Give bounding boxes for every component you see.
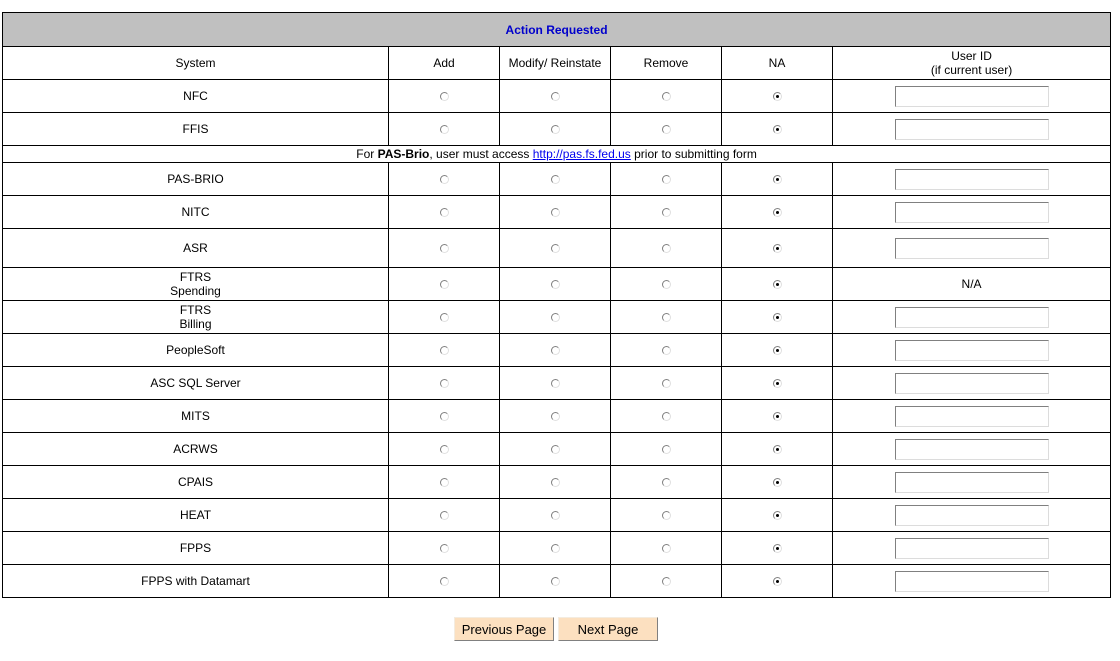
user-id-cell: [833, 565, 1111, 598]
remove-radio[interactable]: [662, 478, 671, 487]
na-radio-cell: [722, 229, 833, 268]
system-row: [3, 196, 1111, 229]
user-id-cell: [833, 229, 1111, 268]
user-id-input[interactable]: [895, 472, 1049, 493]
pas-brio-note-row: [3, 146, 1111, 163]
modify-radio-cell: [500, 163, 611, 196]
user-id-cell: [833, 113, 1111, 146]
na-radio-cell: [722, 400, 833, 433]
remove-radio[interactable]: [662, 125, 671, 134]
add-radio-cell: [389, 80, 500, 113]
na-radio-cell: [722, 367, 833, 400]
na-column-header: NA: [722, 47, 833, 80]
system-name: FTRS Billing: [3, 301, 389, 334]
column-header-row: [3, 47, 1111, 80]
system-name: ACRWS: [3, 433, 389, 466]
remove-radio[interactable]: [662, 175, 671, 184]
user-id-input[interactable]: [895, 571, 1049, 592]
system-row: [3, 80, 1111, 113]
remove-radio-cell: [611, 163, 722, 196]
next-page-button[interactable]: Next Page: [558, 617, 658, 641]
system-row: [3, 334, 1111, 367]
system-row: [3, 532, 1111, 565]
modify-radio-cell: [500, 334, 611, 367]
modify-radio-cell: [500, 80, 611, 113]
remove-radio-cell: [611, 565, 722, 598]
remove-radio-cell: [611, 532, 722, 565]
add-radio-cell: [389, 367, 500, 400]
modify-radio[interactable]: [551, 445, 560, 454]
add-radio-cell: [389, 565, 500, 598]
user-id-cell: [833, 163, 1111, 196]
system-row: [3, 565, 1111, 598]
user-id-input[interactable]: [895, 340, 1049, 361]
note-prefix: For: [356, 147, 378, 161]
modify-radio[interactable]: [551, 313, 560, 322]
add-radio[interactable]: [440, 280, 449, 289]
na-radio-cell: [722, 113, 833, 146]
modify-radio[interactable]: [551, 511, 560, 520]
add-radio-cell: [389, 229, 500, 268]
user-id-input[interactable]: [895, 86, 1049, 107]
modify-radio-cell: [500, 229, 611, 268]
add-radio[interactable]: [440, 313, 449, 322]
remove-radio[interactable]: [662, 511, 671, 520]
modify-radio[interactable]: [551, 379, 560, 388]
na-radio[interactable]: [773, 511, 782, 520]
add-radio[interactable]: [440, 445, 449, 454]
modify-radio[interactable]: [551, 208, 560, 217]
add-radio-cell: [389, 400, 500, 433]
na-radio[interactable]: [773, 280, 782, 289]
remove-radio[interactable]: [662, 244, 671, 253]
user-id-cell: [833, 80, 1111, 113]
remove-radio[interactable]: [662, 346, 671, 355]
remove-radio-cell: [611, 196, 722, 229]
system-name: ASC SQL Server: [3, 367, 389, 400]
na-radio-cell: [722, 301, 833, 334]
user-id-cell: [833, 301, 1111, 334]
system-row: [3, 499, 1111, 532]
user-id-input[interactable]: [895, 538, 1049, 559]
na-radio-cell: [722, 532, 833, 565]
remove-radio[interactable]: [662, 313, 671, 322]
system-row: [3, 113, 1111, 146]
na-radio[interactable]: [773, 313, 782, 322]
modify-radio[interactable]: [551, 412, 560, 421]
user-id-cell: [833, 400, 1111, 433]
user-id-cell: [833, 196, 1111, 229]
user-id-cell: [833, 466, 1111, 499]
remove-radio-cell: [611, 499, 722, 532]
system-name: MITS: [3, 400, 389, 433]
add-radio-cell: [389, 301, 500, 334]
note-bold-system: PAS-Brio: [377, 147, 430, 161]
modify-radio[interactable]: [551, 478, 560, 487]
na-radio-cell: [722, 565, 833, 598]
modify-radio-cell: [500, 400, 611, 433]
system-name: ASR: [3, 229, 389, 268]
remove-radio-cell: [611, 433, 722, 466]
na-radio-cell: [722, 433, 833, 466]
user-id-header-sublabel: (if current user): [930, 63, 1013, 77]
note-middle: , user must access: [429, 147, 533, 161]
user-id-column-header: [833, 47, 1111, 80]
na-radio-cell: [722, 268, 833, 301]
remove-column-header: Remove: [611, 47, 722, 80]
add-radio[interactable]: [440, 92, 449, 101]
add-radio[interactable]: [440, 244, 449, 253]
system-name: HEAT: [3, 499, 389, 532]
pas-link[interactable]: http://pas.fs.fed.us: [532, 147, 631, 161]
add-radio[interactable]: [440, 175, 449, 184]
modify-radio-cell: [500, 196, 611, 229]
remove-radio[interactable]: [662, 577, 671, 586]
modify-radio-cell: [500, 268, 611, 301]
user-id-input[interactable]: [895, 439, 1049, 460]
remove-radio[interactable]: [662, 544, 671, 553]
action-requested-header: Action Requested: [3, 13, 1111, 47]
na-radio[interactable]: [773, 544, 782, 553]
modify-radio-cell: [500, 565, 611, 598]
user-id-cell: [833, 499, 1111, 532]
modify-radio[interactable]: [551, 175, 560, 184]
system-row: [3, 466, 1111, 499]
system-name: FFIS: [3, 113, 389, 146]
add-radio[interactable]: [440, 478, 449, 487]
remove-radio-cell: [611, 268, 722, 301]
add-radio[interactable]: [440, 379, 449, 388]
system-row: [3, 163, 1111, 196]
previous-page-button[interactable]: Previous Page: [454, 617, 554, 641]
modify-radio[interactable]: [551, 577, 560, 586]
system-column-header: System: [3, 47, 389, 80]
add-radio-cell: [389, 113, 500, 146]
user-id-header-label: User ID: [951, 49, 992, 63]
na-radio[interactable]: [773, 346, 782, 355]
na-radio[interactable]: [773, 125, 782, 134]
user-id-cell: [833, 268, 1111, 301]
modify-radio[interactable]: [551, 280, 560, 289]
modify-radio-cell: [500, 466, 611, 499]
system-name: PAS-BRIO: [3, 163, 389, 196]
user-id-input[interactable]: [895, 119, 1049, 140]
na-radio[interactable]: [773, 92, 782, 101]
add-radio[interactable]: [440, 125, 449, 134]
user-id-input[interactable]: [895, 169, 1049, 190]
user-id-cell: [833, 433, 1111, 466]
na-radio-cell: [722, 334, 833, 367]
user-id-input[interactable]: [895, 307, 1049, 328]
system-name: PeopleSoft: [3, 334, 389, 367]
na-radio[interactable]: [773, 445, 782, 454]
system-row: [3, 400, 1111, 433]
modify-radio[interactable]: [551, 244, 560, 253]
remove-radio[interactable]: [662, 208, 671, 217]
add-radio[interactable]: [440, 544, 449, 553]
remove-radio[interactable]: [662, 412, 671, 421]
modify-column-header: Modify/ Reinstate: [500, 47, 611, 80]
remove-radio[interactable]: [662, 445, 671, 454]
remove-radio[interactable]: [662, 92, 671, 101]
user-id-cell: [833, 532, 1111, 565]
user-id-not-applicable: N/A: [961, 277, 982, 291]
remove-radio-cell: [611, 367, 722, 400]
system-row: [3, 229, 1111, 268]
add-radio[interactable]: [440, 412, 449, 421]
add-radio-cell: [389, 499, 500, 532]
add-radio[interactable]: [440, 511, 449, 520]
modify-radio-cell: [500, 433, 611, 466]
user-id-cell: [833, 367, 1111, 400]
modify-radio-cell: [500, 499, 611, 532]
add-radio-cell: [389, 196, 500, 229]
add-radio-cell: [389, 334, 500, 367]
add-radio-cell: [389, 466, 500, 499]
system-name: FTRS Spending: [3, 268, 389, 301]
na-radio[interactable]: [773, 577, 782, 586]
add-radio[interactable]: [440, 346, 449, 355]
na-radio-cell: [722, 466, 833, 499]
na-radio[interactable]: [773, 379, 782, 388]
header-row: [3, 13, 1111, 47]
na-radio[interactable]: [773, 478, 782, 487]
na-radio[interactable]: [773, 208, 782, 217]
system-name: FPPS with Datamart: [3, 565, 389, 598]
modify-radio[interactable]: [551, 346, 560, 355]
user-id-input[interactable]: [895, 406, 1049, 427]
user-id-input[interactable]: [895, 505, 1049, 526]
remove-radio-cell: [611, 334, 722, 367]
na-radio[interactable]: [773, 175, 782, 184]
remove-radio[interactable]: [662, 379, 671, 388]
modify-radio-cell: [500, 532, 611, 565]
add-radio-cell: [389, 268, 500, 301]
user-id-input[interactable]: [895, 202, 1049, 223]
system-row: [3, 268, 1111, 301]
remove-radio[interactable]: [662, 280, 671, 289]
pas-brio-note: [3, 146, 1111, 163]
na-radio[interactable]: [773, 412, 782, 421]
note-suffix: prior to submitting form: [630, 147, 757, 161]
na-radio-cell: [722, 196, 833, 229]
na-radio-cell: [722, 163, 833, 196]
system-name: FPPS: [3, 532, 389, 565]
system-row: [3, 301, 1111, 334]
add-radio-cell: [389, 433, 500, 466]
na-radio-cell: [722, 499, 833, 532]
add-radio-cell: [389, 532, 500, 565]
user-id-cell: [833, 334, 1111, 367]
remove-radio-cell: [611, 229, 722, 268]
system-name: CPAIS: [3, 466, 389, 499]
modify-radio[interactable]: [551, 92, 560, 101]
modify-radio[interactable]: [551, 544, 560, 553]
system-row: [3, 367, 1111, 400]
system-name: NITC: [3, 196, 389, 229]
add-column-header: Add: [389, 47, 500, 80]
remove-radio-cell: [611, 466, 722, 499]
modify-radio-cell: [500, 367, 611, 400]
modify-radio-cell: [500, 113, 611, 146]
remove-radio-cell: [611, 113, 722, 146]
access-request-table: [2, 12, 1111, 598]
modify-radio[interactable]: [551, 125, 560, 134]
na-radio[interactable]: [773, 244, 782, 253]
user-id-input[interactable]: [895, 238, 1049, 259]
na-radio-cell: [722, 80, 833, 113]
add-radio[interactable]: [440, 208, 449, 217]
remove-radio-cell: [611, 400, 722, 433]
remove-radio-cell: [611, 301, 722, 334]
modify-radio-cell: [500, 301, 611, 334]
system-name: NFC: [3, 80, 389, 113]
add-radio-cell: [389, 163, 500, 196]
add-radio[interactable]: [440, 577, 449, 586]
user-id-input[interactable]: [895, 373, 1049, 394]
remove-radio-cell: [611, 80, 722, 113]
system-row: [3, 433, 1111, 466]
